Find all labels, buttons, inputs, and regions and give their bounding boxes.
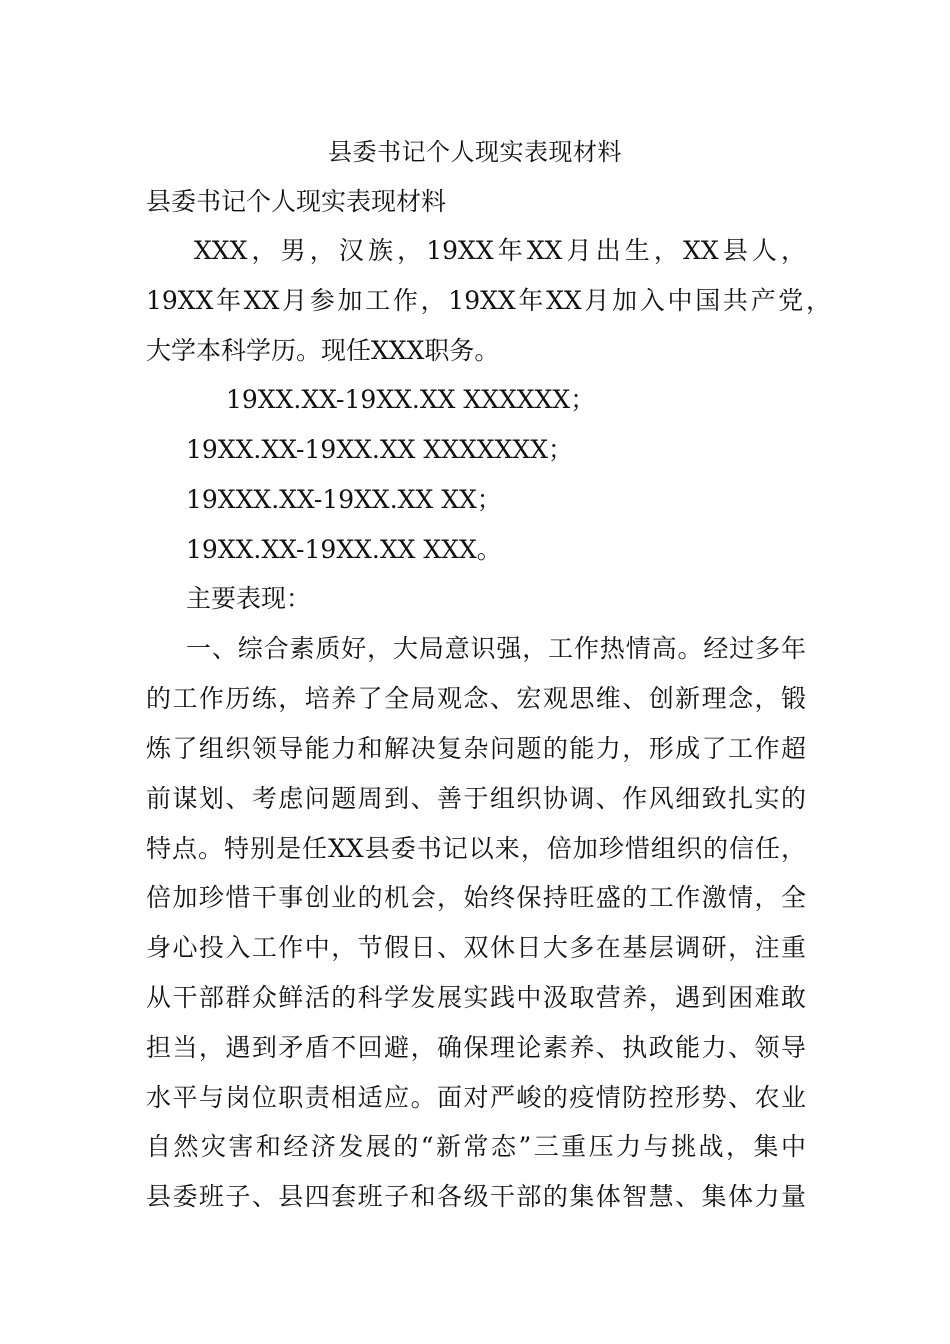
intro-line-1: XXX，男，汉族，19XX年XX月出生，XX县人，: [194, 236, 806, 265]
body-line-12: 县委班子、县四套班子和各级干部的集体智慧、集体力量: [146, 1182, 806, 1211]
body-line-9: 担当，遇到矛盾不回避，确保理论素养、执政能力、领导: [146, 1033, 806, 1062]
resume-line-1: 19XX.XX-19XX.XX XXXXXX；: [226, 385, 596, 414]
body-line-7: 身心投入工作中，节假日、双休日大多在基层调研，注重: [146, 933, 806, 962]
document-subtitle: 县委书记个人现实表现材料: [146, 187, 447, 216]
body-line-10: 水平与岗位职责相适应。面对严峻的疫情防控形势、农业: [146, 1083, 806, 1112]
intro-line-2: 19XX年XX月参加工作，19XX年XX月加入中国共产党，: [146, 286, 831, 315]
body-line-8: 从干部群众鲜活的科学发展实践中汲取营养，遇到困难敢: [146, 983, 806, 1012]
body-line-4: 前谋划、考虑问题周到、善于组织协调、作风细致扎实的: [146, 784, 806, 813]
resume-line-2: 19XX.XX-19XX.XX XXXXXXX；: [186, 435, 573, 464]
resume-line-3: 19XXX.XX-19XX.XX XX；: [186, 485, 502, 514]
document-title: 县委书记个人现实表现材料: [328, 138, 622, 166]
resume-line-4: 19XX.XX-19XX.XX XXX。: [186, 535, 502, 564]
body-line-2: 的工作历练，培养了全局观念、宏观思维、创新理念，锻: [146, 684, 806, 713]
body-line-5: 特点。特别是任XX县委书记以来，倍加珍惜组织的信任，: [146, 834, 806, 863]
body-line-1: 一、综合素质好，大局意识强，工作热情高。经过多年: [186, 634, 806, 663]
intro-line-3: 大学本科学历。现任XXX职务。: [146, 336, 500, 365]
body-line-6: 倍加珍惜干事创业的机会，始终保持旺盛的工作激情，全: [146, 883, 806, 912]
body-line-11: 自然灾害和经济发展的“新常态”三重压力与挑战，集中: [146, 1132, 806, 1161]
body-line-3: 炼了组织领导能力和解决复杂问题的能力，形成了工作超: [146, 734, 806, 763]
section-heading: 主要表现：: [186, 584, 312, 613]
